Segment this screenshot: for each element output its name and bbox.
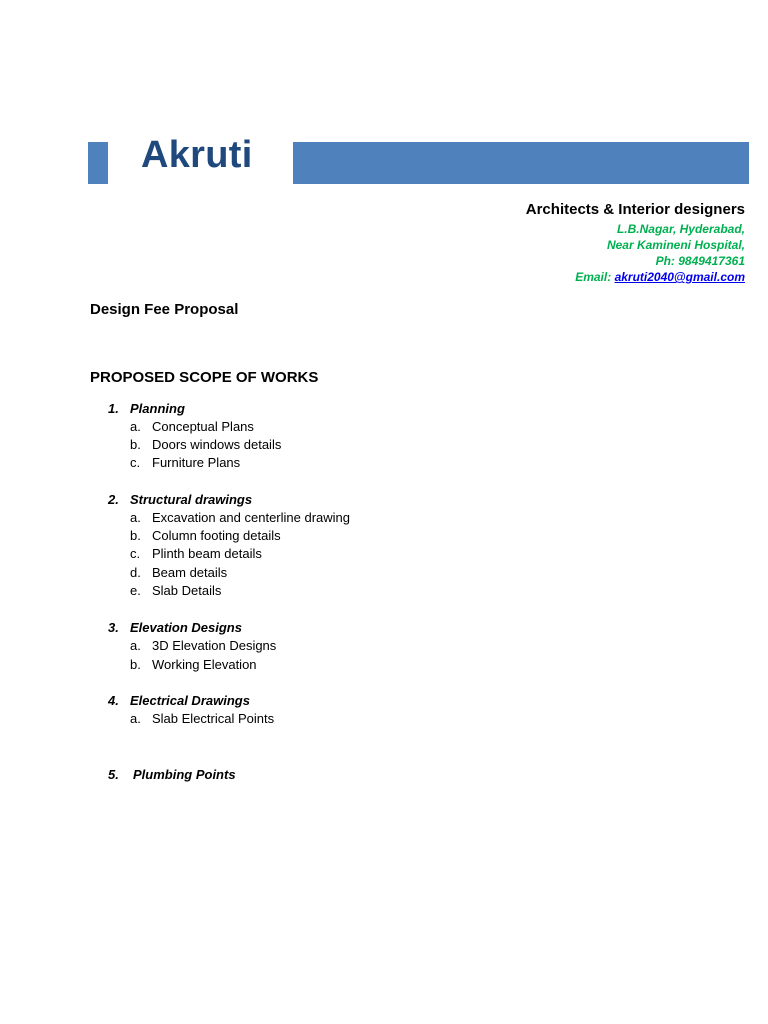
item-number: 5. [108, 767, 119, 782]
sub-number: b. [130, 437, 141, 452]
sub-number: b. [130, 657, 141, 672]
item-label: Electrical Drawings [130, 693, 250, 708]
sub-label: Excavation and centerline drawing [152, 510, 351, 525]
address-line-1: L.B.Nagar, Hyderabad, [616, 222, 745, 236]
email-link[interactable]: akruti2040@gmail.com [614, 270, 745, 284]
item-number: 2. [108, 492, 119, 507]
sub-number: c. [130, 455, 141, 470]
sub-label: 3D Elevation Designs [152, 638, 277, 653]
item-number: 3. [108, 620, 119, 635]
sub-label: Conceptual Plans [152, 419, 254, 434]
sub-label: Plinth beam details [152, 546, 262, 561]
sub-number: a. [130, 419, 141, 434]
address-line-2: Near Kamineni Hospital, [606, 238, 745, 252]
header-bar-right [293, 142, 749, 184]
item-number: 4. [108, 693, 119, 708]
sub-label: Column footing details [152, 528, 281, 543]
sub-number: c. [130, 546, 141, 561]
sub-number: a. [130, 638, 141, 653]
sub-number: e. [130, 583, 141, 598]
sub-label: Doors windows details [152, 437, 282, 452]
section-title: PROPOSED SCOPE OF WORKS [90, 369, 319, 386]
brand-name: Akruti [141, 134, 253, 176]
sub-number: a. [130, 510, 141, 525]
item-label: Plumbing Points [133, 767, 236, 782]
sub-number: d. [130, 565, 141, 580]
sub-label: Slab Details [152, 583, 222, 598]
item-label: Structural drawings [130, 492, 253, 507]
document-title: Design Fee Proposal [90, 301, 239, 318]
sub-label: Beam details [152, 565, 228, 580]
contact-block [526, 200, 745, 285]
header-bar-left [88, 142, 108, 184]
sub-number: b. [130, 528, 141, 543]
sub-label: Furniture Plans [152, 455, 241, 470]
sub-label: Working Elevation [152, 657, 257, 672]
item-number: 1. [108, 401, 119, 416]
sub-label: Slab Electrical Points [152, 711, 275, 726]
sub-number: a. [130, 711, 141, 726]
email-line [526, 269, 745, 285]
email-label: Email: [575, 270, 615, 284]
item-label: Planning [130, 401, 185, 416]
tagline: Architects & Interior designers [525, 201, 745, 218]
item-label: Elevation Designs [130, 620, 242, 635]
phone: Ph: 9849417361 [655, 254, 745, 268]
